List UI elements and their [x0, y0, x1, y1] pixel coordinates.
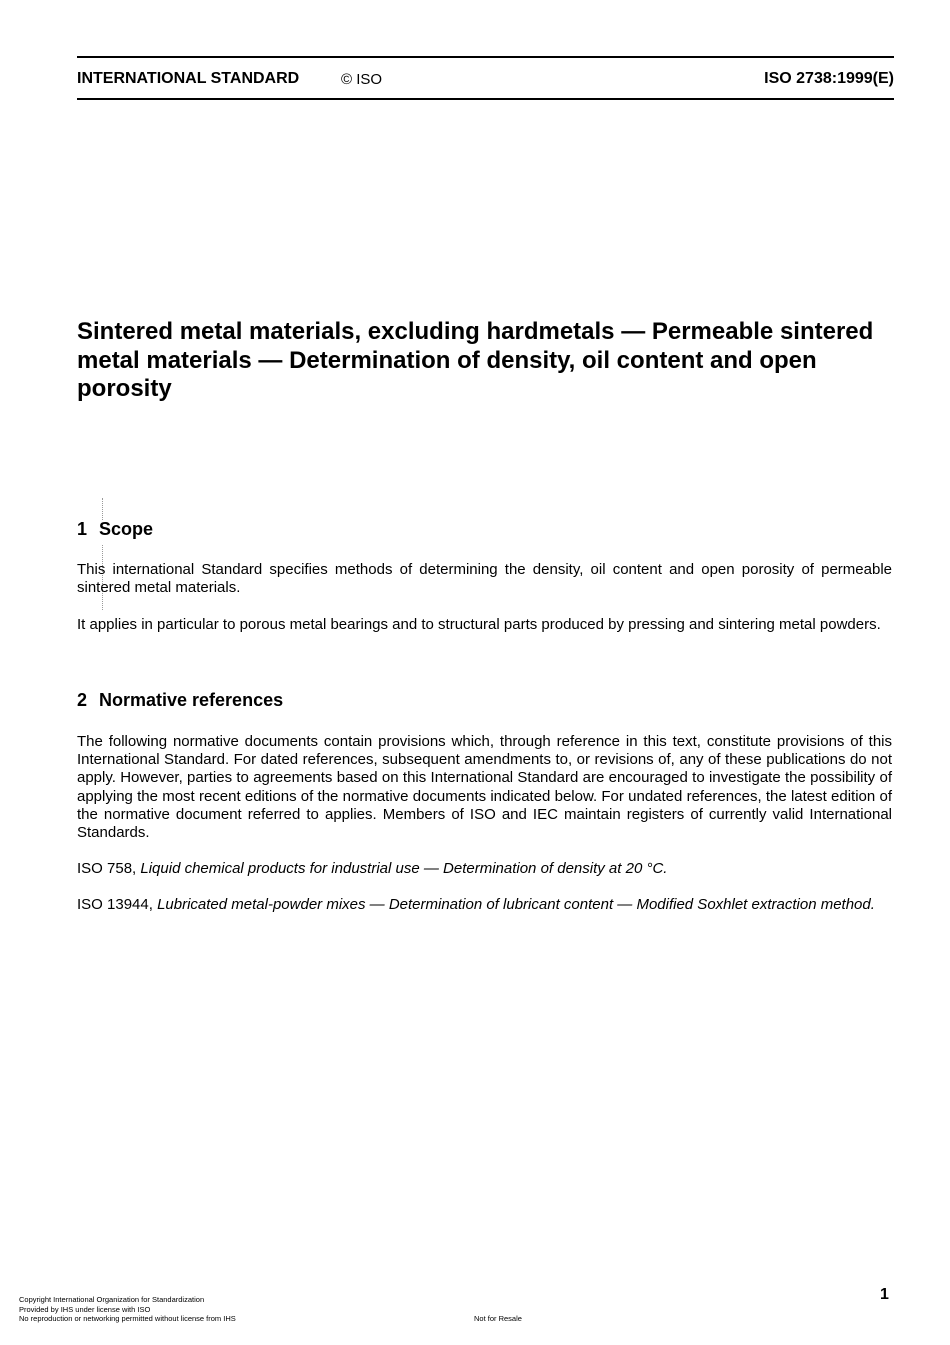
document-title: Sintered metal materials, excluding hardmetals — Permeable sintered metal materials — Determination of density, oil content and open porosity	[77, 318, 874, 402]
margin-mark	[102, 498, 105, 520]
footer-line: Provided by IHS under license with ISO	[19, 1304, 151, 1314]
normative-references-paragraph: The following normative documents contain provisions which, through reference in this text, constitute provisions of this International Standard. For dated references, subsequent amendments to, or revisions of, any of these publications do not apply. However, parties to agreements based on this International Standard are encouraged to investigate the possibility of applying the most recent editions of the normative documents indicated below. For undated references, the latest edition of the normative document referred to applies. Members of ISO and IEC maintain registers of currently valid International Standards.	[77, 733, 892, 842]
section-number: 1	[77, 519, 88, 539]
footer-line: Copyright International Organization for Standardization	[19, 1295, 205, 1304]
reference-iso-13944	[77, 896, 892, 914]
reference-iso-758	[77, 860, 892, 878]
not-for-resale-label: Not for Resale	[474, 1314, 522, 1323]
section-heading-normative-references	[77, 690, 283, 711]
reference-title: Lubricated metal-powder mixes — Determination of lubricant content — Modified Soxhlet extraction method.	[157, 896, 875, 913]
page-number: 1	[880, 1286, 889, 1303]
scope-paragraph-2: It applies in particular to porous metal bearings and to structural parts produced by pressing and sintering metal powders.	[77, 616, 881, 633]
header-bottom-rule	[77, 98, 894, 100]
reference-title: Liquid chemical products for industrial use — Determination of density at 20 °C.	[140, 860, 668, 877]
section-heading-text: Normative references	[99, 690, 284, 710]
copyright-label: © ISO	[341, 71, 383, 88]
section-heading-scope	[77, 519, 153, 540]
reference-code: ISO 13944,	[77, 896, 153, 913]
standard-reference: ISO 2738:1999(E)	[764, 70, 894, 87]
section-number: 2	[77, 690, 88, 710]
header-top-rule	[77, 56, 894, 58]
section-heading-text: Scope	[99, 519, 154, 539]
standard-label: INTERNATIONAL STANDARD	[77, 70, 300, 87]
footer-line: No reproduction or networking permitted without license from IHS	[19, 1314, 236, 1323]
reference-code: ISO 758,	[77, 860, 137, 877]
copyright-footer	[19, 1295, 236, 1324]
scope-paragraph-1: This international Standard specifies methods of determining the density, oil content and open porosity of permeable sintered metal materials.	[77, 561, 892, 597]
page-header	[77, 70, 894, 90]
